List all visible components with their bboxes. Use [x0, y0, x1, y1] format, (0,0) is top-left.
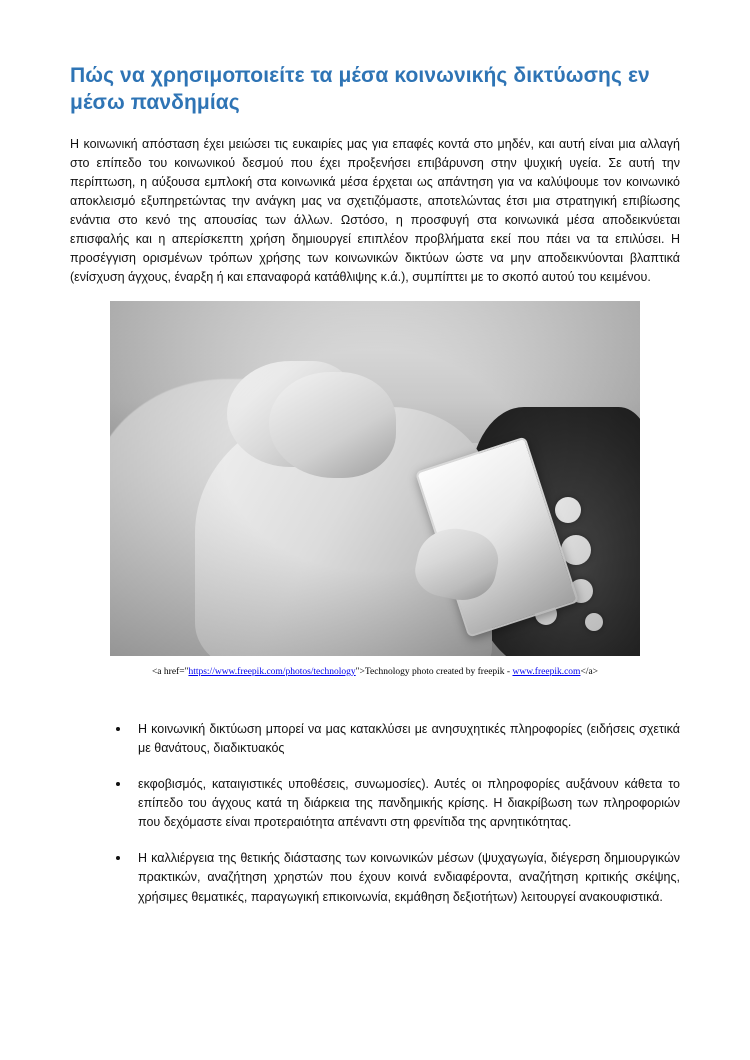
figure-caption — [70, 666, 680, 678]
intro-paragraph: Η κοινωνική απόσταση έχει μειώσει τις ευκαιρίες μας για επαφές κοντά στο μηδέν, και αυτή είναι μια αλλαγή στο επίπεδο του κοινωνικού δεσμού που έχει προξενήσει επιβάρυνση στην ψυχική υγεία. Σε αυτή την περίπτωση, η αύξουσα εμπλοκή στα κοινωνικά μέσα έρχεται ως απάντηση για να καλύψουμε τον κοινωνικό αποκλεισμό εξυπηρετώντας την ανάγκη μας να σχετιζόμαστε, αποτελώντας έτσι μια στρατηγική επιβίωσης ενάντια στο κενό της απουσίας των άλλων. Ωστόσο, η προσφυγή στα κοινωνικά μέσα αποδεικνύεται επισφαλής και η απερίσκεπτη χρήση δημιουργεί επιπλέον προβλήματα εκεί που πάει να τα επιλύσει. Η προσέγγιση ορισμένων τρόπων χρήσης των κοινωνικών δικτύων ώστε να μην αποδεικνύονται βλαπτικά (ενίσχυση άγχους, έναρξη ή και επαναφορά κατάθλιψης κ.ά.), συμπίπτει με το σκοπό αυτού του κειμένου. — [70, 136, 680, 284]
freepik-technology-link[interactable]: https://www.freepik.com/photos/technology — [188, 666, 356, 677]
tips-list — [70, 720, 680, 907]
figure-block — [70, 301, 680, 678]
caption-suffix-text: </a> — [580, 666, 599, 677]
list-item: εκφοβισμός, καταιγιστικές υποθέσεις, συνωμοσίες). Αυτές οι πληροφορίες αυξάνουν κάθετα το επίπεδο του άγχους κατά τη διάρκεια της πανδημικής κρίσης. Η διακρίβωση των πληροφοριών που δεχόμαστε είναι προτεραιότητα απέναντι στη φρενίτιδα της αρνητικότητας. — [116, 775, 680, 833]
caption-mid-text: ">Technology photo created by freepik - — [355, 666, 513, 677]
list-item: Η κοινωνική δικτύωση μπορεί να μας κατακλύσει με ανησυχητικές πληροφορίες (ειδήσεις σχετικά με θανάτους, διαδικτυακός — [116, 720, 680, 759]
page-title: Πώς να χρησιμοποιείτε τα μέσα κοινωνικής δικτύωσης εν μέσω πανδημίας — [70, 64, 650, 115]
photo-vignette — [110, 301, 640, 656]
freepik-home-link[interactable]: www.freepik.com — [512, 666, 581, 677]
photo-woman-with-tablet — [110, 301, 640, 656]
list-item: Η καλλιέργεια της θετικής διάστασης των κοινωνικών μέσων (ψυχαγωγία, διέγερση δημιουργικών πρακτικών, αναζήτηση χρηστών που έχουν κοινά ενδιαφέροντα, αναζήτηση κριτικής σκέψης, χρήσιμες θεματικές, παραγωγική επικοινωνία, εκμάθηση δεξιοτήτων) λειτουργεί ανακουφιστικά. — [116, 849, 680, 907]
caption-prefix-text: <a href=" — [151, 666, 189, 677]
